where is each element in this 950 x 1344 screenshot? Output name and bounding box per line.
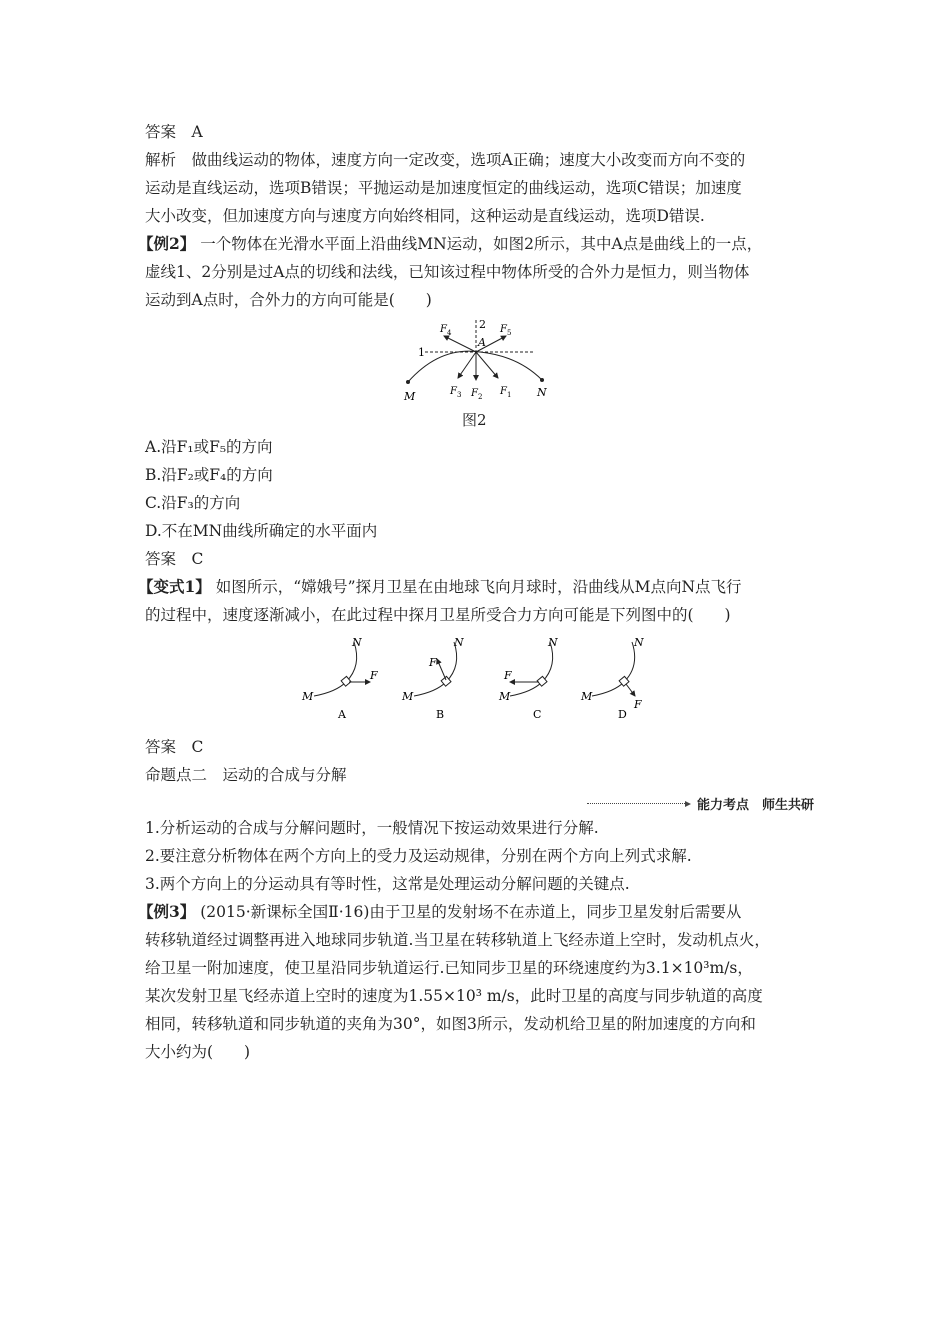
point-3: 3.两个方向上的分运动具有等时性，这常是处理运动分解问题的关键点. (145, 875, 630, 893)
label-f2-sub: 2 (478, 393, 483, 401)
label-a: A (478, 336, 486, 349)
option-2-b: B.沿F₂或F₄的方向 (145, 466, 273, 484)
point-m (406, 380, 410, 384)
answer-3: 答案 C (145, 738, 204, 756)
analysis-line-2: 运动是直线运动，选项B错误；平抛运动是加速度恒定的曲线运动，选项C错误；加速度 (145, 179, 742, 197)
label-f3-sub: 3 (457, 391, 462, 399)
label-f3: F (450, 386, 457, 397)
example-3-text-1: (2015·新课标全国Ⅱ·16)由于卫星的发射场不在赤道上，同步卫星发射后需要从 (200, 903, 742, 921)
variant-figure-c (498, 636, 558, 721)
label-f1: F (500, 386, 507, 397)
label-2: 2 (479, 318, 486, 331)
fig-d-f: F (634, 698, 642, 711)
variant-figure-a (301, 636, 378, 721)
fig-b-n: N (454, 636, 464, 649)
variant-figures (296, 630, 666, 725)
example-2-line-1 (138, 234, 762, 254)
fig-a-m: M (302, 690, 314, 703)
example-3-line-6: 大小约为( ) (145, 1043, 251, 1061)
variant-1-label: 【变式1】 (138, 577, 211, 596)
fig-a-caption: A (338, 708, 346, 721)
answer-1: 答案 A (145, 123, 203, 141)
example-3-line-3: 给卫星一附加速度，使卫星沿同步轨道运行.已知同步卫星的环绕速度约为3.1×10³m/s， (145, 959, 753, 977)
example-3-label: 【例3】 (138, 902, 196, 921)
tag-leader-line (587, 803, 685, 804)
label-f2: F (471, 388, 478, 399)
section-tag (587, 794, 814, 813)
point-n (540, 378, 544, 382)
point-1: 1.分析运动的合成与分解问题时，一般情况下按运动效果进行分解. (145, 819, 599, 837)
fig-a-n: N (352, 636, 362, 649)
force-f3-arrow (458, 352, 476, 378)
fig-a-f: F (370, 669, 378, 682)
fig-d-caption: D (618, 708, 627, 721)
example-3-line-2: 转移轨道经过调整再进入地球同步轨道.当卫星在转移轨道上飞经赤道上空时，发动机点火， (145, 931, 770, 949)
variant-figure-d (580, 636, 644, 721)
label-n: N (537, 386, 547, 399)
example-3-line-5: 相同，转移轨道和同步轨道的夹角为30°，如图3所示，发动机给卫星的附加速度的方向和 (145, 1015, 756, 1033)
fig-c-m: M (499, 690, 511, 703)
example-2-line-2: 虚线1、2分别是过A点的切线和法线，已知该过程中物体所受的合外力是恒力，则当物体 (145, 263, 750, 281)
variant-figure-b (401, 636, 464, 721)
example-2-text-1: 一个物体在光滑水平面上沿曲线MN运动，如图2所示，其中A点是曲线上的一点， (200, 235, 763, 253)
label-1: 1 (418, 346, 425, 359)
fig-d-m: M (581, 690, 593, 703)
option-2-a: A.沿F₁或F₅的方向 (145, 438, 273, 456)
variant-1-text-1: 如图所示，“嫦娥号”探月卫星在由地球飞向月球时，沿曲线从M点向N点飞行 (215, 578, 742, 596)
label-f1-sub: 1 (507, 391, 512, 399)
analysis-line-3: 大小改变，但加速度方向与速度方向始终相同，这种运动是直线运动，选项D错误. (145, 207, 705, 225)
example-2-label: 【例2】 (138, 234, 196, 253)
variant-1-line-2: 的过程中，速度逐渐减小，在此过程中探月卫星所受合力方向可能是下列图中的( ) (145, 606, 731, 624)
fig-c-n: N (548, 636, 558, 649)
fig-b-f: F (429, 656, 437, 669)
point-2: 2.要注意分析物体在两个方向上的受力及运动规律，分别在两个方向上列式求解. (145, 847, 692, 865)
option-2-c: C.沿F₃的方向 (145, 494, 241, 512)
label-f4-sub: 4 (447, 329, 452, 337)
fig-d-n: N (634, 636, 644, 649)
example-3-line-4: 某次发射卫星飞经赤道上空时的速度为1.55×10³ m/s，此时卫星的高度与同步轨道的高度 (145, 987, 763, 1005)
variant-1-line-1 (138, 577, 742, 597)
force-f4-arrow (444, 336, 476, 352)
fig-c-f: F (504, 669, 512, 682)
answer-2: 答案 C (145, 550, 204, 568)
example-3-line-1 (138, 902, 741, 922)
label-f5-sub: 5 (507, 329, 512, 337)
tag-arrow-icon (685, 801, 691, 807)
label-f4: F (440, 324, 447, 335)
figure-2-diagram (400, 316, 560, 406)
label-m: M (404, 390, 416, 403)
analysis-line-1: 解析 做曲线运动的物体，速度方向一定改变，选项A正确；速度大小改变而方向不变的 (145, 151, 746, 169)
figure-2-caption: 图2 (462, 411, 487, 429)
label-f5: F (500, 324, 507, 335)
tag-text: 能力考点 师生共研 (696, 798, 814, 813)
fig-b-m: M (402, 690, 414, 703)
example-2-line-3: 运动到A点时，合外力的方向可能是( ) (145, 291, 432, 309)
section-heading: 命题点二 运动的合成与分解 (145, 766, 347, 784)
force-f1-arrow (476, 352, 498, 378)
option-2-d: D.不在MN曲线所确定的水平面内 (145, 522, 378, 540)
fig-c-caption: C (533, 708, 542, 721)
fig-b-caption: B (436, 708, 445, 721)
